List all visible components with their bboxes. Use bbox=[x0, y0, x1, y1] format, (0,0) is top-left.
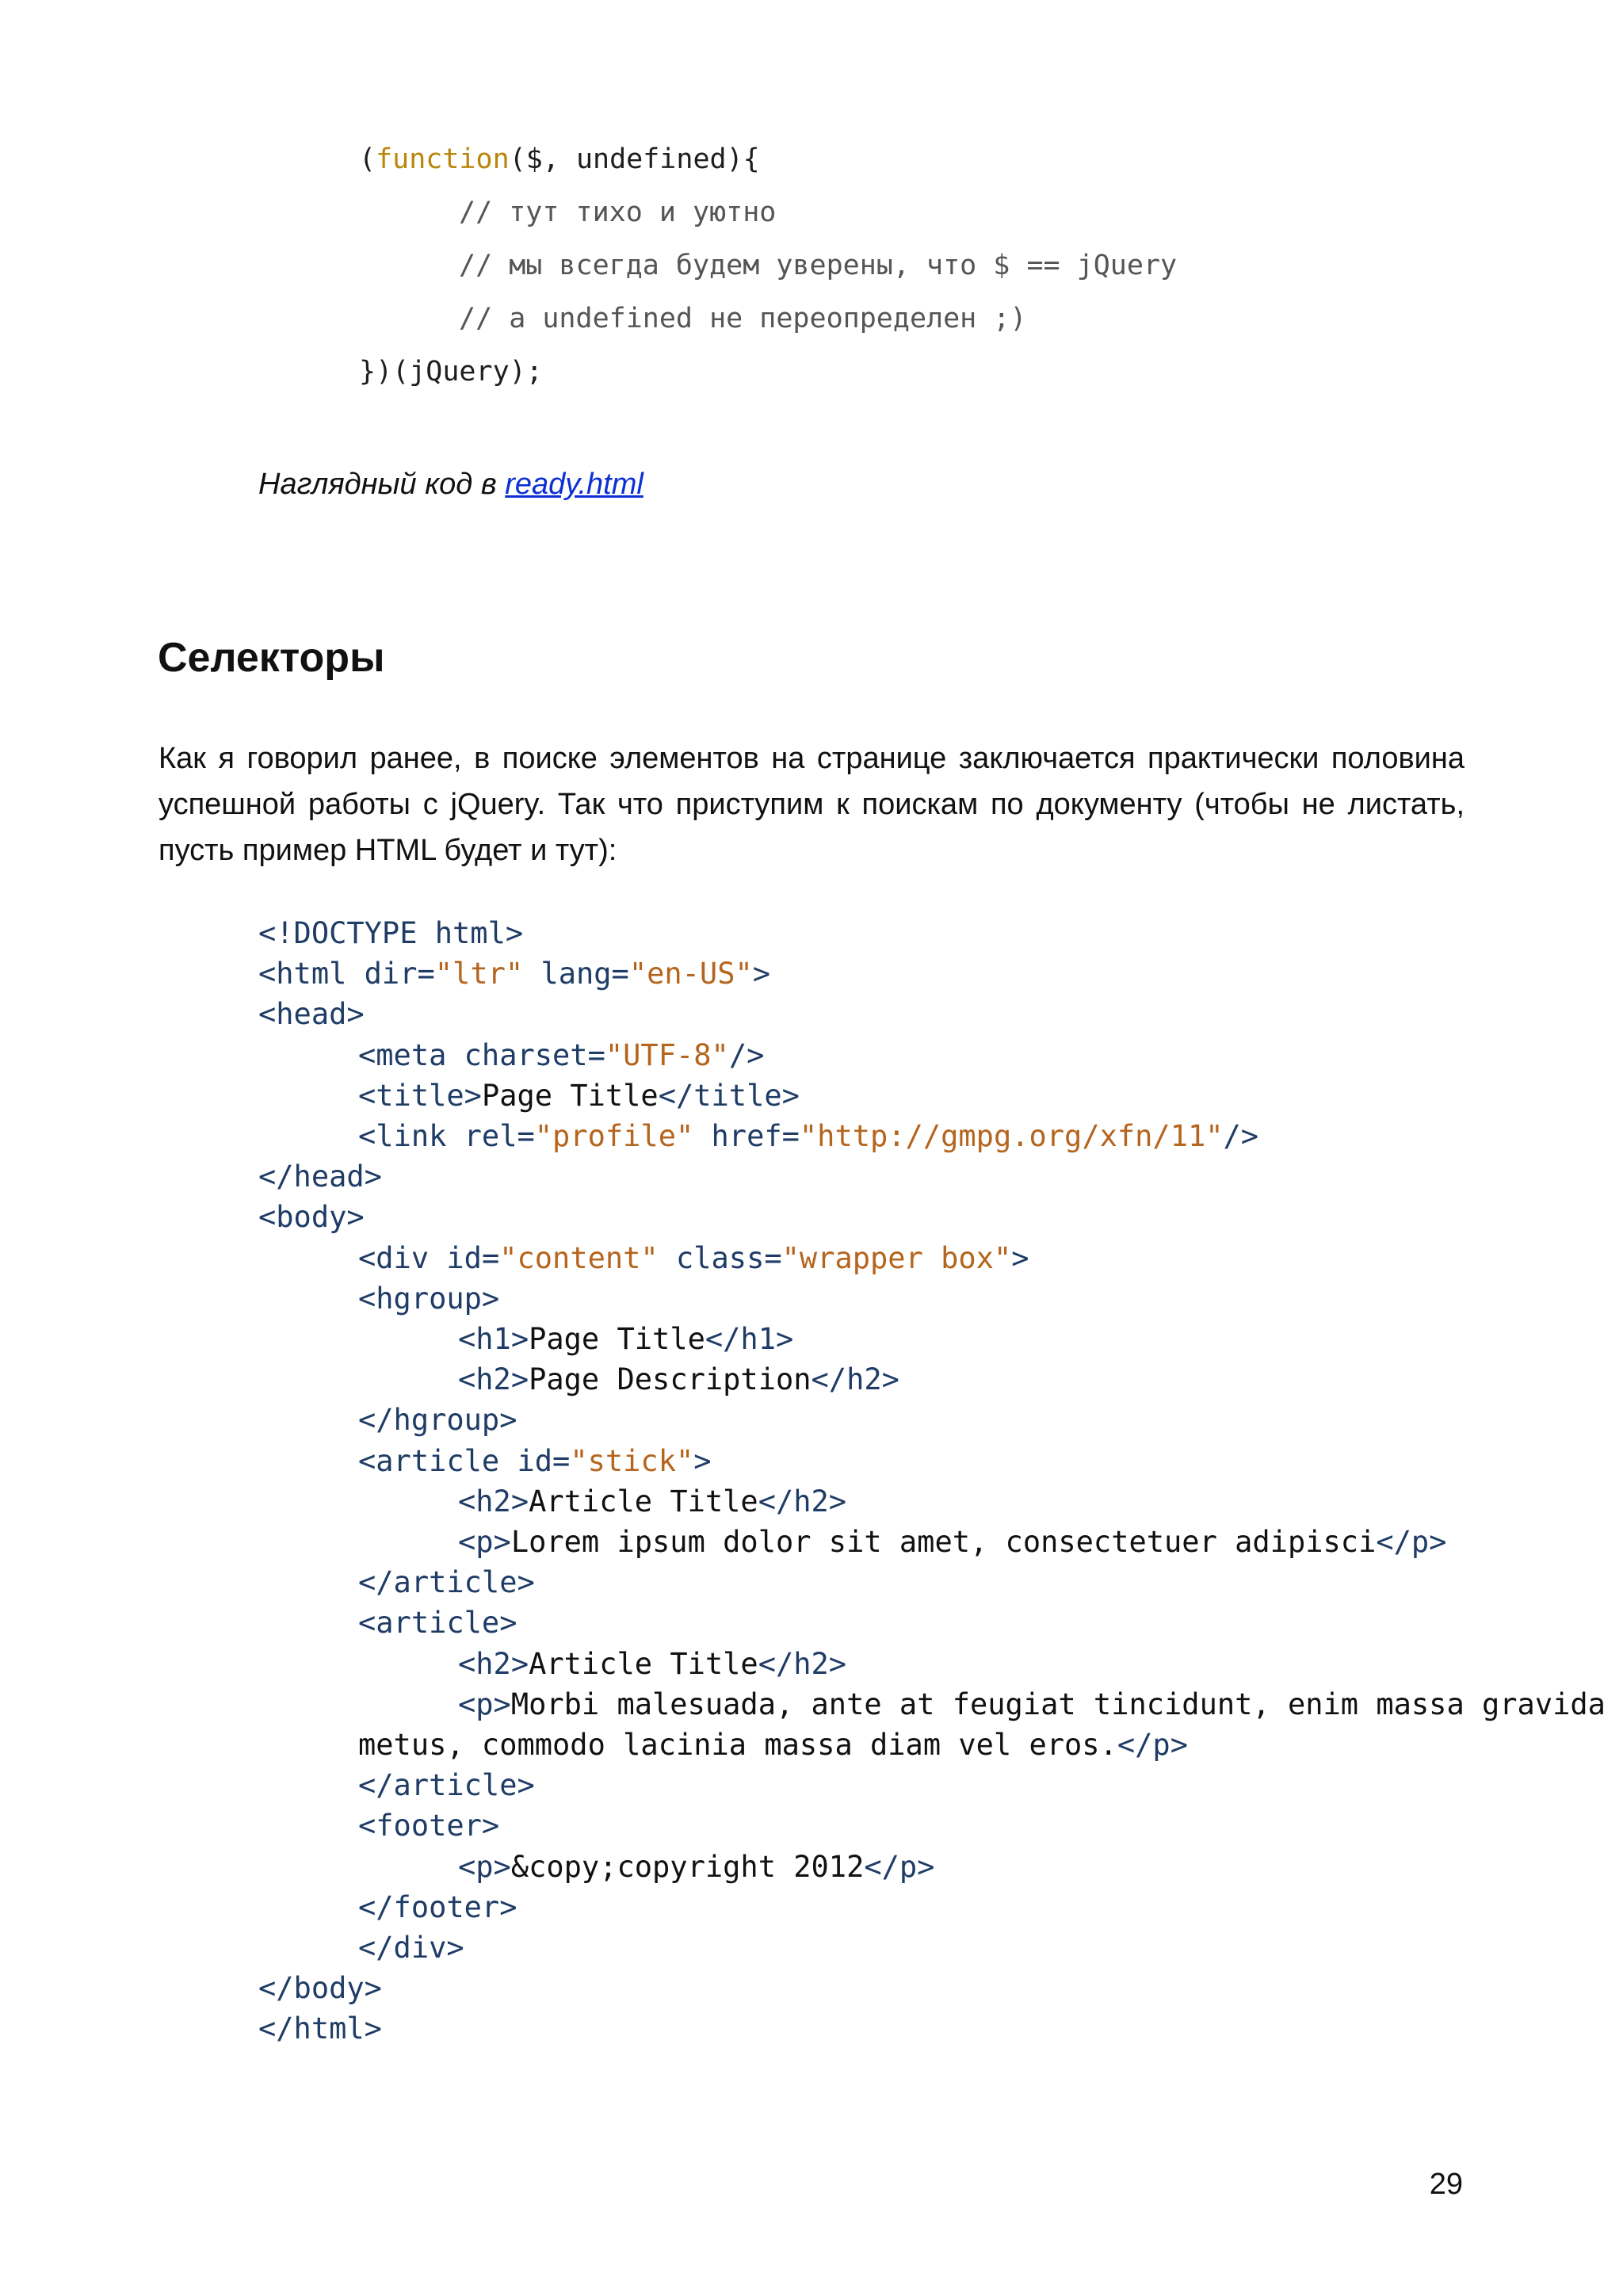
code-token: </div> bbox=[358, 1931, 464, 1965]
paragraph-line: Как я говорил ранее, в поиске элементов на странице заключается практически половина bbox=[158, 742, 1465, 775]
code-token: id= bbox=[446, 1240, 500, 1275]
code-line bbox=[358, 1725, 1188, 1765]
code-token: </article> bbox=[358, 1565, 535, 1600]
code-line bbox=[359, 346, 543, 399]
code-token: id= bbox=[517, 1443, 571, 1478]
code-token: <hgroup> bbox=[358, 1281, 500, 1316]
code-line bbox=[359, 133, 760, 186]
code-token: <p> bbox=[458, 1525, 511, 1559]
code-token: </p> bbox=[1376, 1525, 1447, 1559]
code-token: function bbox=[376, 143, 510, 175]
code-token: <title> bbox=[358, 1078, 482, 1113]
code-token: /> bbox=[1223, 1119, 1259, 1153]
ready-html-link[interactable]: ready.html bbox=[505, 468, 643, 501]
code-token: "content" bbox=[499, 1240, 659, 1275]
code-token: Page Title bbox=[529, 1322, 705, 1356]
code-token: Page Title bbox=[481, 1078, 659, 1113]
code-token: "en-US" bbox=[628, 957, 753, 991]
code-line bbox=[258, 994, 365, 1034]
code-token: &copy;copyright 2012 bbox=[510, 1849, 865, 1884]
code-token: "stick" bbox=[570, 1443, 694, 1478]
code-block-iife bbox=[359, 133, 1548, 403]
code-line bbox=[358, 1116, 1258, 1156]
code-line bbox=[258, 913, 523, 953]
code-line bbox=[458, 1481, 846, 1522]
code-line bbox=[358, 1927, 464, 1968]
code-token: <html bbox=[258, 957, 365, 991]
code-token: </h1> bbox=[705, 1322, 794, 1356]
code-token: <p> bbox=[458, 1849, 511, 1884]
code-line bbox=[358, 1035, 764, 1075]
code-token: </title> bbox=[658, 1078, 800, 1113]
code-token: </p> bbox=[864, 1849, 935, 1884]
code-token: <head> bbox=[258, 997, 365, 1032]
code-token: </footer> bbox=[358, 1889, 517, 1924]
code-line bbox=[258, 2008, 382, 2049]
code-line bbox=[258, 1197, 365, 1237]
code-token: "wrapper box" bbox=[781, 1240, 1012, 1275]
page-number: 29 bbox=[1429, 2168, 1463, 2201]
code-line bbox=[458, 1684, 1606, 1725]
code-token: "UTF-8" bbox=[605, 1037, 729, 1072]
code-token: <h2> bbox=[458, 1646, 529, 1681]
code-line bbox=[258, 1156, 382, 1197]
code-token: <body> bbox=[258, 1200, 365, 1235]
code-token: })(jQuery); bbox=[359, 356, 543, 388]
code-token: </article> bbox=[358, 1768, 535, 1803]
caption bbox=[258, 468, 643, 502]
code-line bbox=[358, 1887, 517, 1927]
code-token: // мы всегда будем уверены, что $ == jQuery bbox=[459, 250, 1178, 281]
code-token: </h2> bbox=[811, 1362, 899, 1397]
paragraph-line: успешной работы с jQuery. Так что приступим к поискам по документу (чтобы не листать, bbox=[158, 788, 1465, 821]
code-token: charset= bbox=[464, 1037, 605, 1072]
code-line bbox=[358, 1805, 499, 1846]
code-line bbox=[358, 1562, 535, 1603]
code-line bbox=[358, 1400, 517, 1440]
code-block-html-example bbox=[258, 913, 1606, 2062]
code-token: </html> bbox=[258, 2011, 382, 2046]
code-token: <!DOCTYPE html> bbox=[258, 916, 524, 950]
code-token: // тут тихо и уютно bbox=[459, 197, 777, 228]
code-token: > bbox=[752, 957, 771, 991]
section-paragraph bbox=[158, 735, 1465, 873]
code-token: Article Title bbox=[529, 1646, 758, 1681]
code-token: <article bbox=[358, 1443, 517, 1478]
code-line bbox=[458, 1847, 934, 1887]
code-token: <link bbox=[358, 1119, 464, 1153]
paragraph-line: пусть пример HTML будет и тут): bbox=[158, 834, 617, 867]
code-token: </body> bbox=[258, 1971, 382, 2006]
code-line bbox=[258, 953, 770, 994]
caption-text: Наглядный код в bbox=[258, 468, 506, 501]
code-line bbox=[258, 1968, 382, 2008]
code-token: dir= bbox=[364, 957, 435, 991]
code-line bbox=[358, 1441, 712, 1481]
code-token: rel= bbox=[464, 1119, 535, 1153]
code-line bbox=[458, 1359, 899, 1400]
code-token: <p> bbox=[458, 1687, 511, 1721]
code-line bbox=[458, 1319, 793, 1359]
code-token: /> bbox=[728, 1037, 765, 1072]
code-token: </hgroup> bbox=[358, 1403, 517, 1438]
code-token: "http://gmpg.org/xfn/11" bbox=[799, 1119, 1224, 1153]
code-token: <h2> bbox=[458, 1362, 529, 1397]
code-line bbox=[358, 1765, 535, 1805]
code-line bbox=[458, 1644, 846, 1684]
code-line bbox=[458, 1522, 1446, 1562]
code-token: <footer> bbox=[358, 1809, 500, 1843]
code-token: > bbox=[1011, 1240, 1029, 1275]
code-line bbox=[358, 1278, 499, 1319]
code-token: <meta bbox=[358, 1037, 464, 1072]
code-token: Article Title bbox=[529, 1484, 758, 1519]
code-token: class= bbox=[658, 1240, 782, 1275]
code-token: > bbox=[693, 1443, 712, 1478]
section-heading: Селекторы bbox=[158, 635, 385, 681]
code-token: <h1> bbox=[458, 1322, 529, 1356]
code-line bbox=[358, 1075, 800, 1116]
code-token: </h2> bbox=[758, 1646, 847, 1681]
code-token: metus, commodo lacinia massa diam vel eros. bbox=[358, 1728, 1117, 1762]
code-token: <article> bbox=[358, 1606, 517, 1641]
code-token: // а undefined не переопределен ;) bbox=[459, 303, 1027, 334]
code-token: ($, undefined){ bbox=[509, 143, 760, 175]
code-token: Page Description bbox=[529, 1362, 812, 1397]
code-line bbox=[459, 186, 776, 239]
code-token: href= bbox=[693, 1119, 800, 1153]
code-token: "ltr" bbox=[434, 957, 524, 991]
code-line bbox=[358, 1603, 517, 1643]
code-token: Lorem ipsum dolor sit amet, consectetuer adipisci bbox=[510, 1525, 1377, 1559]
code-token: <h2> bbox=[458, 1484, 529, 1519]
code-token: </h2> bbox=[758, 1484, 847, 1519]
code-token: </head> bbox=[258, 1159, 382, 1194]
code-token: "profile" bbox=[534, 1119, 694, 1153]
code-token: lang= bbox=[523, 957, 629, 991]
code-line bbox=[459, 239, 1177, 292]
code-token: Morbi malesuada, ante at feugiat tincidunt, enim massa gravida bbox=[510, 1687, 1606, 1721]
code-token: ( bbox=[359, 143, 376, 175]
code-line bbox=[459, 292, 1026, 346]
code-token: </p> bbox=[1117, 1728, 1188, 1762]
code-token: <div bbox=[358, 1240, 447, 1275]
code-line bbox=[358, 1238, 1029, 1278]
